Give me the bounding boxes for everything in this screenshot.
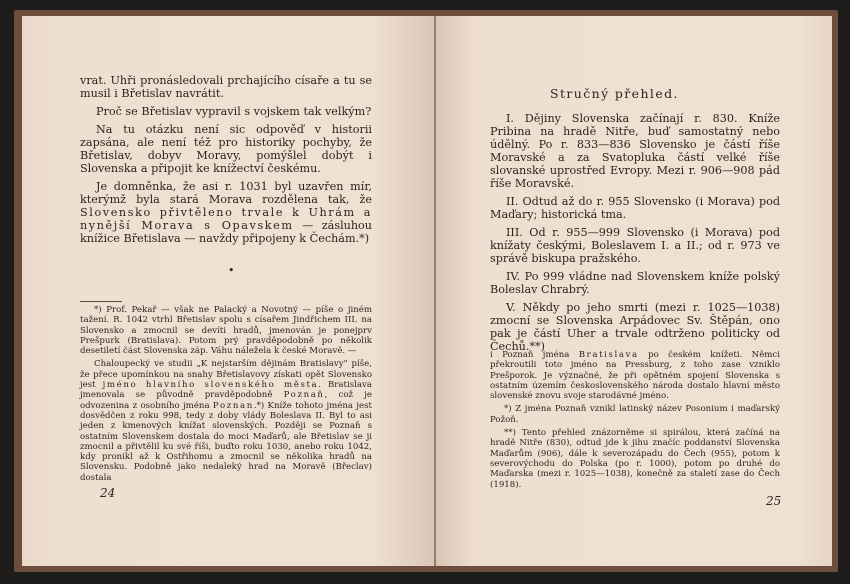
left-page-number: 24 [100, 486, 116, 500]
fn2-part-a: Chaloupecký ve studii „K nejstarším dějinám Bratislavy" píše, že přece upomínkou na snahy Břetislavovy získati opět Slovensko jest [80, 359, 372, 391]
left-paragraph-2: Proč se Břetislav vypravil s vojskem tak velkým? [96, 105, 372, 118]
left-paragraph-1: vrat. Uhři pronásledovali prchajícího císaře a tu se musil i Břetislav navrátit. [80, 74, 372, 100]
fn2-spaced-city: jméno hlavního slovenského města [102, 380, 319, 391]
summary-item-1: I. Dějiny Slovenska začínají r. 830. Kníže Pribina na hradě Nitře, buď samostatný nebo údělný. Po r. 833—836 Slovensko je částí říše Moravské a za Svatopluka částí velké říše slovanské uprostřed Evropy. Mezi r. 906—908 pád říše Moravské. [490, 112, 780, 190]
summary-item-2: II. Odtud až do r. 955 Slovensko (i Morava) pod Maďary; historická tma. [490, 195, 780, 221]
left-main-text [80, 74, 372, 250]
left-paragraph-4 [80, 180, 372, 245]
summary-item-5: V. Někdy po jeho smrti (mezi r. 1025—1038) zmocní se Slovenska Arpádovec Sv. Štěpán, ono pak je částí Uher a trvale odtrženo politicky od Čechů.**) [490, 301, 780, 353]
left-paragraph-4-start: Je domněnka, že asi r. 1031 byl uzavřen mír, kterýmž byla stará Morava rozdělena tak, že [80, 180, 372, 206]
left-paragraph-4-spaced: Slovensko přivtěleno trvale k Uhrám a nynější Morava s Opavskem [80, 206, 372, 232]
rfn1-bratislava: Bratislava [578, 350, 639, 360]
fn2-poznan-name: Poznan [212, 400, 254, 411]
right-main-text [490, 112, 780, 358]
right-footnote-1: *) Z jména Poznaň vznikl latinský název Posonium i maďarský Požoň. [490, 404, 780, 425]
right-footnotes [490, 350, 780, 493]
rfn1-part-a: i Poznaň jména [490, 350, 570, 360]
right-page [436, 16, 832, 566]
fn2-part-c: . Bratislava jmenovala se původně pravděpodobně [80, 380, 372, 401]
right-footnote-continued [490, 350, 780, 401]
fn2-part-e: , což je odvozenina z osobního jména [80, 390, 372, 411]
left-paragraph-3: Na tu otázku není sic odpověď v historii zapsána, ale není též pro historiky pochyby, že Břetislav, dobyv Moravy, pomýšlel dobýt i Slovenska a připojit ke knížectví českému. [80, 123, 372, 175]
summary-item-3: III. Od r. 955—999 Slovensko (i Morava) pod knížaty českými, Boleslavem I. a II.; od r. 973 ve správě biskupa pražského. [490, 226, 780, 265]
rfn1-part-c: po českém knížeti. Němci překroutili toto jméno na Pressburg, z toho zase vzniklo Prešporok. Je význačné, že při opětném spojení Slovenska s ostatním územím československého národa dostalo hlavní město slovenské znovu svoje starodávné jméno. [490, 350, 780, 402]
right-page-number: 25 [766, 494, 782, 508]
right-footnote-2: **) Tento přehled znázorněme si spirálou, která začíná na hradě Nitře (830), odtud jde k jihu značíc poddanství Slovenska Maďarům (906), dále k severozápadu do Čech (955), potom k severovýchodu do Polska (po r. 1000), potom po druhé do Maďarska (mezi r. 1025—1038), konečně za staletí zase do Čech (1918). [490, 428, 780, 490]
left-page [22, 16, 434, 566]
left-footnotes [80, 305, 372, 486]
left-footnote-1: *) Prof. Pekař — však ne Palacký a Novotný — píše o jiném tažení. R. 1042 vtrhl Břetislav spolu s císařem Jindřichem III. na Slovensko a zmocnil se devíti hradů, jmenován je ponejprv Prešpurk (Bratislava). Potom prý pravděpodobně po několik desetiletí část Slovenska záp. Váhu náležela k české Moravě. — [80, 305, 372, 357]
left-paragraph-4-end: — zásluhou knížice Břetislava — navždy připojeny k Čechám.*) [80, 219, 372, 245]
left-footnote-rule [80, 301, 122, 302]
summary-heading: Stručný přehled. [550, 86, 679, 101]
section-star: • [228, 264, 235, 277]
fn2-part-g: .*) Kníže tohoto jména jest dosvědčen z roku 998, tedy z doby vlády Boleslava II. Byl to asi jeden z kmenových knížat slovenských. Později se Poznaň s ostatním Slovenskem dostala do moci Maďarů, ale Břetislav se ji zmocnil a přivtělil ku své říši, buďto roku 1030, anebo roku 1042, kdy pronikl až k Ostřihomu a zmocnil se několika hradů na Slovensku. Podobně jako nedaleký hrad na Moravě (Břeclav) dostala [80, 400, 372, 483]
left-footnote-2 [80, 359, 372, 483]
book [14, 10, 838, 572]
fn2-poznan: Poznaň [283, 390, 325, 401]
summary-item-4: IV. Po 999 vládne nad Slovenskem kníže polský Boleslav Chrabrý. [490, 270, 780, 296]
